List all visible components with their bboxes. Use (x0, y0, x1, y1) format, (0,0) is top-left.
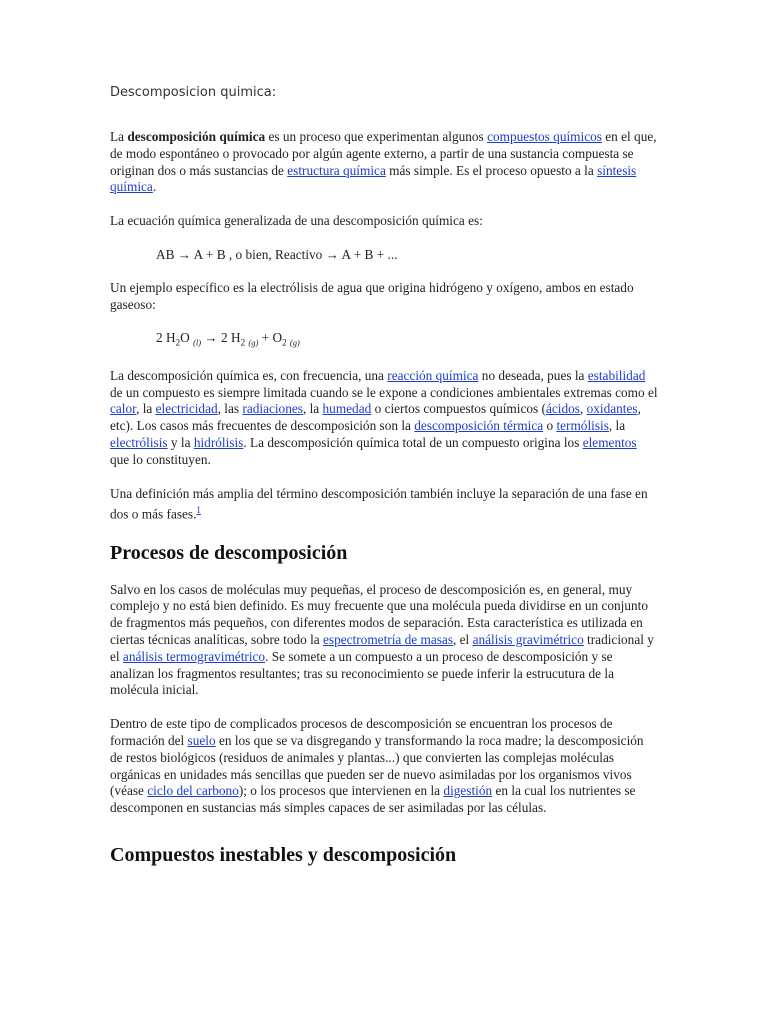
link-elementos[interactable]: elementos (582, 435, 637, 451)
link-ciclo-del-carbono[interactable]: ciclo del carbono (147, 783, 239, 799)
section-heading-compuestos-inestables: Compuestos inestables y descomposición (110, 843, 457, 866)
link-hidrolisis[interactable]: hidrólisis (193, 435, 244, 451)
water-electrolysis-equation: 2 $H_2O$ $_{(l)}$ → 2 $H_2$ $_{(g)} + O_2$ $_{(g)}$ (156, 330, 300, 349)
equation-intro-paragraph: La ecuación química generalizada de una descomposición química es: (110, 213, 483, 229)
link-analisis-termogravimetrico[interactable]: análisis termogravimétrico (122, 648, 266, 664)
link-analisis-gravimetrico[interactable]: análisis gravimétrico (472, 632, 584, 648)
document-content (110, 84, 658, 884)
link-electricidad[interactable]: electricidad (155, 401, 218, 417)
link-suelo[interactable]: suelo (187, 733, 216, 748)
text: La (110, 129, 128, 144)
intro-paragraph (110, 129, 658, 196)
text: es un proceso que experimentan algunos (265, 129, 488, 144)
document-title: Descomposicion quimica: (110, 85, 277, 100)
bold-term: descomposición química (127, 129, 266, 144)
footnote-ref-1[interactable]: 1 (196, 505, 201, 516)
link-sintesis-quimica[interactable]: síntesis química (110, 162, 637, 195)
text: . (152, 179, 157, 195)
link-electrolisis[interactable]: electrólisis (110, 435, 168, 451)
link-humedad[interactable]: humedad (322, 401, 372, 417)
link-compuestos-quimicos[interactable]: compuestos químicos (487, 129, 602, 144)
text: más simple. Es el proceso opuesto a la (385, 162, 598, 178)
link-reaccion-quimica[interactable]: reacción química (387, 367, 479, 383)
complex-processes-paragraph: Dentro de este tipo de complicados procesos de descomposición se encuentran los procesos de formación del suelo en los que se va disgregando y transformando la roca madre; la descomposición de restos biológicos (residuos de animales y plantas...) que convierten las complejas moléculas orgánicas en unidades más sencillas que pueden ser de nuevo asimiladas por los organismos vivos (véase ciclo del carbono); o los procesos que intervienen en la digestión en la cual los nutrientes se descomponen en sustancias más simples capaces de ser asimiladas por las células. (110, 716, 644, 816)
link-espectrometria-de-masas[interactable]: espectrometría de masas (323, 632, 453, 648)
broader-definition-paragraph: Una definición más amplia del término descomposición también incluye la separación de una fase en dos o más fases.$^1$ (110, 485, 648, 522)
link-acidos[interactable]: ácidos (545, 401, 580, 417)
link-descomposicion-termica[interactable]: descomposición térmica (414, 418, 544, 434)
link-estabilidad[interactable]: estabilidad (587, 367, 646, 383)
section-heading-procesos: Procesos de descomposición (110, 541, 348, 564)
link-radiaciones[interactable]: radiaciones (242, 401, 303, 417)
link-estructura-quimica[interactable]: estructura química (287, 162, 386, 178)
text: en el que, de modo espontáneo o provocado por algún agente externo, a partir de una sustancia compuesta se originan dos o más sustancias de (110, 129, 657, 178)
processes-paragraph: Salvo en los casos de moléculas muy pequeñas, el proceso de descomposición es, en general, muy complejo y no está bien definido. Es muy frecuente que una molécula pueda dividirse en un conjunto de fragmentos más pequeños, con diferentes modos de separación. Esta característica es utilizada en ciertas técnicas analíticas, sobre todo la espectrometría de masas, el análisis gravimétrico tradicional y el análisis termogravimétrico. Se somete a un compuesto a un proceso de descomposición y se analizan los fragmentos resultantes; tras su reconocimiento se puede inferir la estrucutura de la molécula inicial. (110, 581, 654, 698)
example-paragraph: Un ejemplo específico es la electrólisis de agua que origina hidrógeno y oxígeno, ambos en estado gaseoso: (110, 279, 634, 312)
decomposition-causes-paragraph: La descomposición química es, con frecuencia, una reacción química no deseada, pues la estabilidad de un compuesto es siempre limitada cuando se le expone a condiciones ambientales extremas como el calor, la electricidad, las radiaciones, la humedad o ciertos compuestos químicos (ácidos, oxidantes, etc). Los casos más frecuentes de descomposición son la descomposición térmica o termólisis, la electrólisis y la hidrólisis. La descomposición química total de un compuesto origina los elementos que lo constituyen. (110, 367, 658, 467)
link-oxidantes[interactable]: oxidantes (586, 401, 638, 417)
link-calor[interactable]: calor (110, 401, 137, 417)
general-equation: AB → A + B , o bien, Reactivo → A + B + ... (156, 246, 398, 262)
link-digestion[interactable]: digestión (443, 783, 493, 799)
link-termolisis[interactable]: termólisis (556, 418, 609, 434)
